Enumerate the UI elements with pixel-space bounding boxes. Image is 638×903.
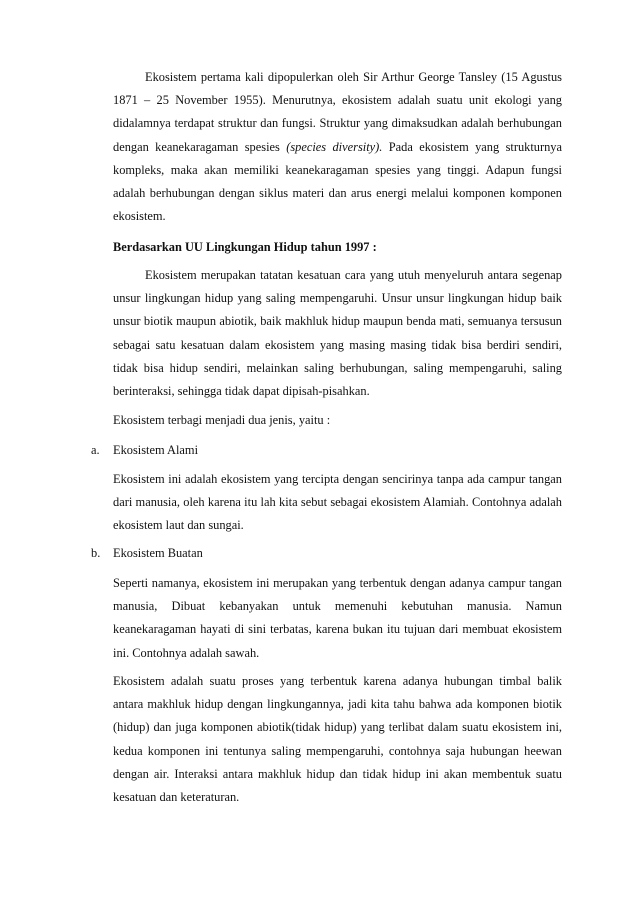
section-heading-uu: Berdasarkan UU Lingkungan Hidup tahun 1997 : (113, 240, 377, 254)
paragraph-ekosistem-proses: Ekosistem adalah suatu proses yang terbentuk karena adanya hubungan timbal balik antara makhluk hidup dengan lingkungannya, jadi kita tahu bahwa ada komponen biotik (hidup) dan juga komponen abiotik(tidak hidup) yang terlibat dalam suatu ekosistem ini, kedua komponen ini tentunya saling mempengaruhi, contohnya saja hubungan heewan dengan air. Interaksi antara makhluk hidup dan tidak hidup ini akan membentuk suatu kesatuan dan keteraturan. (113, 674, 562, 805)
paragraph-ekosistem-buatan: Seperti namanya, ekosistem ini merupakan yang terbentuk dengan adanya campur tangan manusia, Dibuat kebanyakan untuk memenuhi kebutuhan manusia. Namun keanekaragaman hayati di sini terbatas, karena bukan itu tujuan dari membuat ekosistem ini. Contohnya adalah sawah. (113, 576, 562, 660)
species-diversity-term: (species diversity). (286, 139, 383, 154)
paragraph-tansley-text-end: Pada ekosistem yang strukturnya kompleks, maka akan memiliki keanekaragaman spesies yang tinggi. Adapun fungsi adalah berhubungan dengan siklus materi dan arus energi melalui komponen komponen ekosistem. (113, 139, 562, 224)
list-marker-b: b. (91, 546, 101, 560)
paragraph-tansley-text: Ekosistem pertama kali dipopulerkan oleh Sir Arthur George Tansley (15 Agustus 1871 – 25 November 1955). Menurutnya, ekosistem adalah suatu unit ekologi yang didalamnya terdapat struktur dan fungsi. Struktur yang dimaksudkan adalah berhubungan dengan keanekaragaman spesies (113, 70, 562, 154)
paragraph-definition: Ekosistem merupakan tatatan kesatuan cara yang utuh menyeluruh antara segenap unsur lingkungan hidup yang saling mempengaruhi. Unsur unsur lingkungan hidup baik unsur biotik maupun abiotik, baik makhluk hidup maupun benda mati, semuanya tersusun sebagai satu kesatuan dalam ekosistem yang masing masing tidak bisa berdiri sendiri, tidak bisa hidup sendiri, melainkan saling berhubungan, saling mempengaruhi, saling berinteraksi, sehingga tidak dapat dipisah-pisahkan. (113, 268, 562, 399)
list-item-title-alami: Ekosistem Alami (113, 443, 199, 457)
paragraph-ekosistem-alami: Ekosistem ini adalah ekosistem yang tercipta dengan sencirinya tanpa ada campur tangan dari manusia, oleh karena itu lah kita sebut sebagai ekosistem Alamiah. Contohnya adalah ekosistem laut dan sungai. (113, 472, 562, 533)
list-item-title-buatan: Ekosistem Buatan (113, 546, 203, 560)
paragraph-tansley (113, 66, 562, 228)
list-marker-a: a. (91, 443, 100, 457)
paragraph-types-intro: Ekosistem terbagi menjadi dua jenis, yaitu : (113, 413, 331, 427)
